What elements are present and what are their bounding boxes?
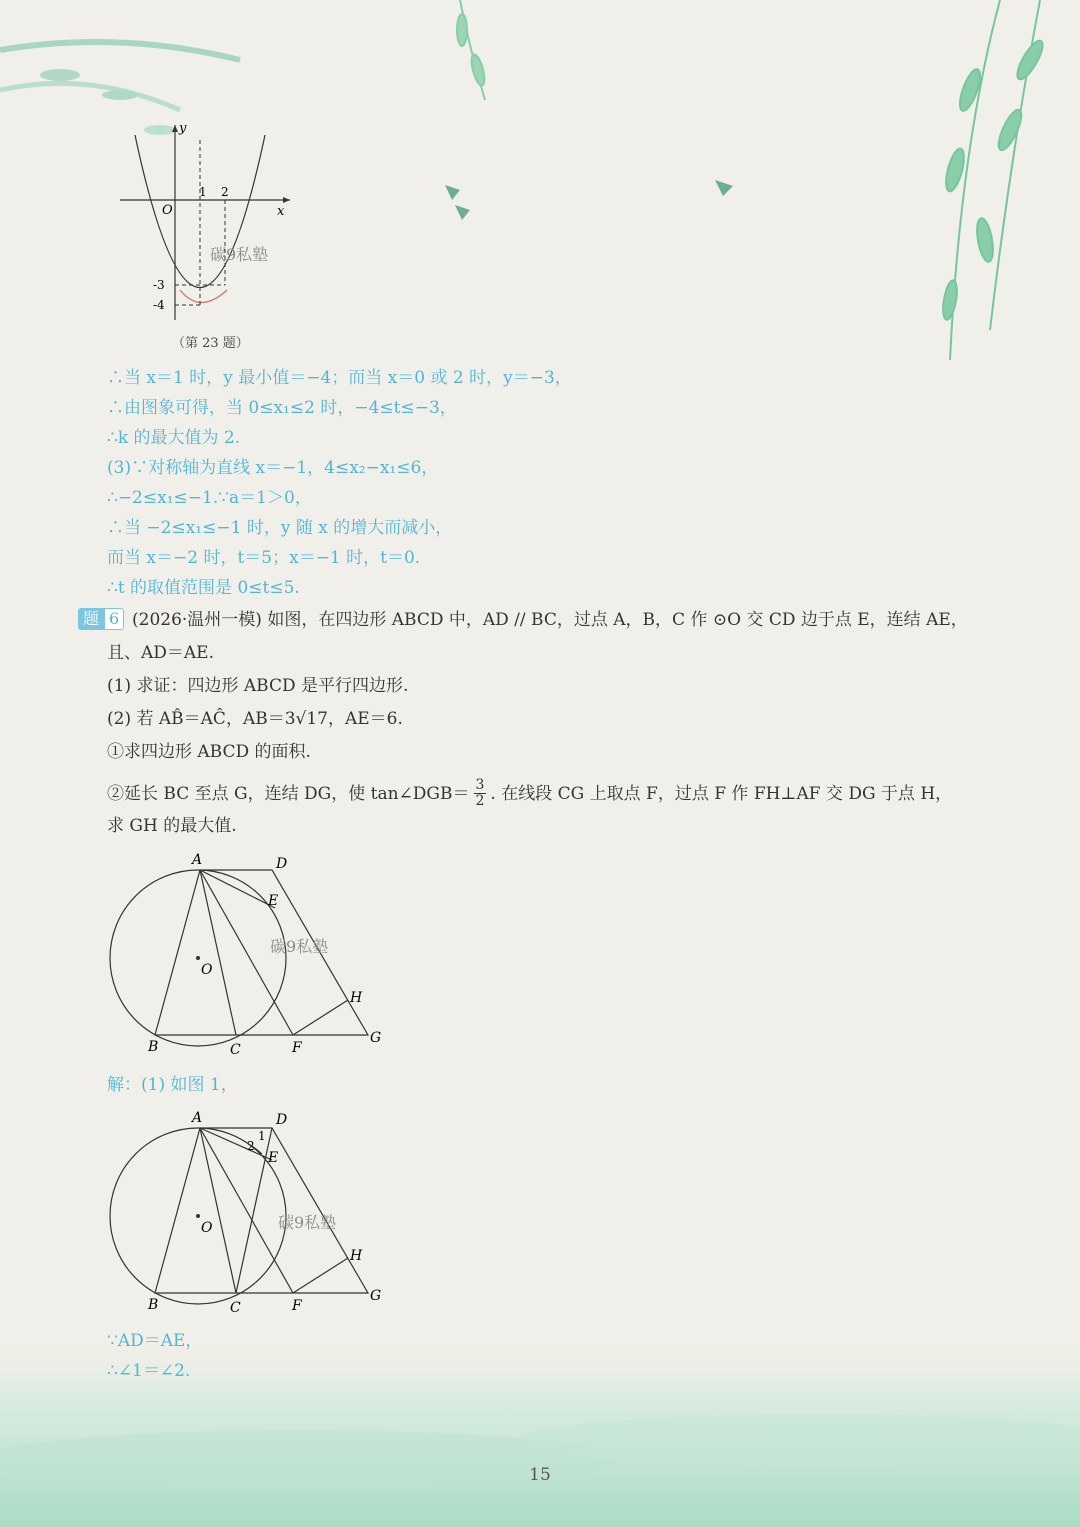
tick-m3-label: -3 xyxy=(153,278,165,292)
label-C: C xyxy=(230,1300,241,1316)
watermark: 碳9私塾 xyxy=(270,937,329,956)
fraction-numerator: 3 xyxy=(475,777,485,793)
label-E: E xyxy=(268,893,279,909)
geometry-figure-1 xyxy=(100,850,400,1060)
watermark: 碳9私塾 xyxy=(210,245,269,264)
label-C: C xyxy=(230,1042,241,1058)
y-axis-label: y xyxy=(179,121,187,136)
origin-label: O xyxy=(162,203,173,218)
label-A: A xyxy=(192,852,203,868)
label-angle-2: 2 xyxy=(247,1139,255,1153)
tick-2-label: 2 xyxy=(221,185,229,199)
problem-line-2: 且、AD＝AE. xyxy=(107,643,214,663)
solution-line-4: (3)∵对称轴为直线 x＝−1，4≤x₂−x₁≤6， xyxy=(107,458,439,478)
badge-number: 6 xyxy=(104,608,124,630)
label-H: H xyxy=(350,990,363,1006)
geometry-figure-2 xyxy=(100,1108,400,1318)
solution-line-2: ∴由图象可得，当 0≤x₁≤2 时，−4≤t≤−3， xyxy=(107,398,457,418)
solution-line-1: ∴当 x＝1 时，y 最小值＝−4；而当 x＝0 或 2 时，y＝−3， xyxy=(107,368,572,388)
fraction-denominator: 2 xyxy=(475,793,485,809)
problem-line-1: (2026·温州一模) 如图，在四边形 ABCD 中，AD // BC，过点 A，B，C 作 ⊙O 交 CD 边于点 E，连结 AE， xyxy=(132,610,968,630)
watermark: 碳9私塾 xyxy=(278,1213,337,1232)
problem-sub-1: ①求四边形 ABCD 的面积. xyxy=(107,742,311,762)
label-A: A xyxy=(192,1110,203,1126)
label-B: B xyxy=(148,1039,159,1055)
willow-center-decoration xyxy=(457,0,487,100)
willow-right-decoration xyxy=(941,0,1047,360)
label-B: B xyxy=(148,1297,159,1313)
tick-m4-label: -4 xyxy=(153,298,165,312)
solution-line-3: ∴k 的最大值为 2. xyxy=(107,428,241,448)
label-G: G xyxy=(370,1288,382,1304)
problem-sub-2 xyxy=(107,778,952,809)
solution2-intro: 解：(1) 如图 1， xyxy=(107,1075,238,1095)
label-H: H xyxy=(350,1248,363,1264)
solution-line-8: ∴t 的取值范围是 0≤t≤5. xyxy=(107,578,300,598)
solution-line-6: ∴当 −2≤x₁≤−1 时，y 随 x 的增大而减小， xyxy=(107,518,453,538)
label-O: O xyxy=(201,1220,213,1236)
fraction xyxy=(474,778,487,809)
label-E: E xyxy=(268,1150,279,1166)
figure-caption: （第 23 题） xyxy=(172,336,249,351)
solution-line-7: 而当 x＝−2 时，t＝5；x＝−1 时，t＝0. xyxy=(107,548,421,568)
label-D: D xyxy=(276,856,288,872)
swallow-decoration xyxy=(445,180,733,220)
label-G: G xyxy=(370,1030,382,1046)
solution-line-5: ∴−2≤x₁≤−1.∵a＝1＞0， xyxy=(107,488,312,508)
parabola-figure xyxy=(115,120,295,325)
label-angle-1: 1 xyxy=(258,1129,266,1143)
label-F: F xyxy=(292,1040,302,1056)
problem-part-1: (1) 求证：四边形 ABCD 是平行四边形. xyxy=(107,676,409,696)
problem-part-2: (2) 若 AB̂＝AĈ，AB＝3√17，AE＝6. xyxy=(107,709,403,729)
solution2-line-1: ∵AD＝AE， xyxy=(107,1331,203,1351)
label-D: D xyxy=(276,1112,288,1128)
tick-1-label: 1 xyxy=(199,185,207,199)
problem-badge xyxy=(78,608,124,630)
solution2-line-2: ∴∠1＝∠2. xyxy=(107,1361,191,1381)
x-axis-label: x xyxy=(277,204,285,219)
problem-sub-2-c: 求 GH 的最大值. xyxy=(107,816,237,836)
page-number: 15 xyxy=(529,1465,551,1485)
problem-sub-2-a: ②延长 BC 至点 G，连结 DG，使 tan∠DGB＝ xyxy=(107,783,470,804)
label-O: O xyxy=(201,962,213,978)
badge-label: 题 xyxy=(78,608,104,630)
problem-sub-2-b: . 在线段 CG 上取点 F，过点 F 作 FH⊥AF 交 DG 于点 H， xyxy=(490,783,953,804)
label-F: F xyxy=(292,1298,302,1314)
